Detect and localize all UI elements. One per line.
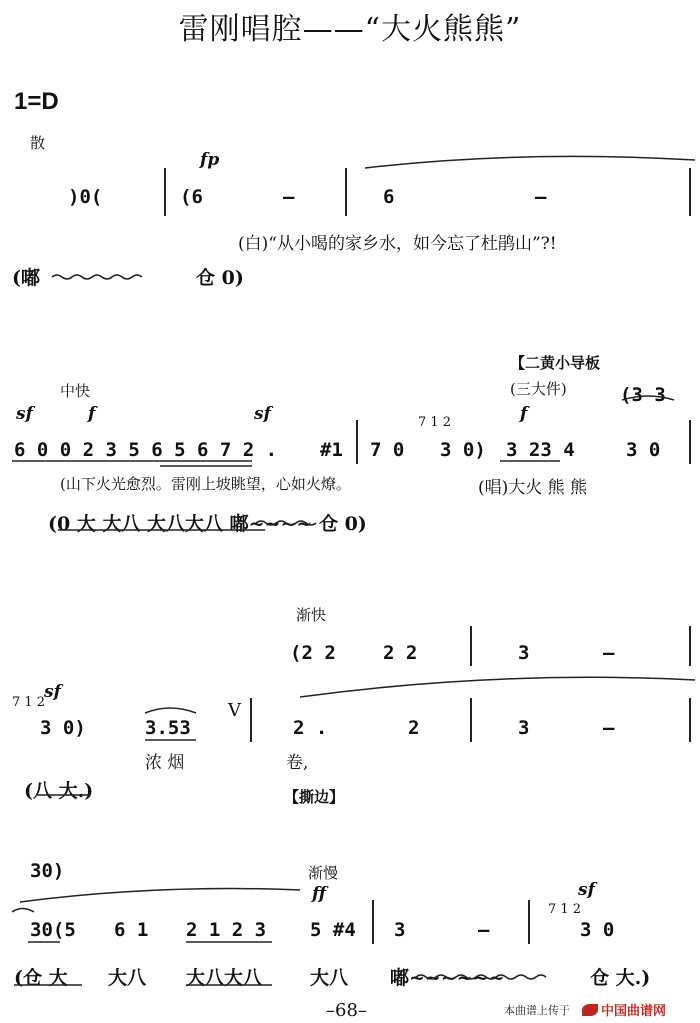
note-group: 6 0 0 2 3 5 6 5 6 7 2 .: [14, 439, 278, 461]
percussion-line: 仓 0): [196, 267, 244, 289]
roll-wave: [416, 975, 546, 979]
key-signature: 1=D: [14, 88, 59, 115]
percussion-line: (仓 大: [14, 967, 68, 989]
note-group: 3 0): [440, 439, 486, 461]
lyric-line: 浓 烟: [145, 753, 185, 773]
upper-line-notes: 2 2: [383, 642, 418, 664]
section-banner: 【撕边】: [284, 788, 345, 806]
page-title: 雷刚唱腔——“大火熊熊”: [178, 12, 522, 47]
slur-line: [20, 889, 300, 903]
note-group: 30(5: [30, 919, 76, 941]
note-group: –: [478, 919, 490, 941]
note-group: 6 1: [114, 919, 149, 941]
roll-wave: [256, 521, 316, 525]
breath-mark: V: [228, 700, 241, 721]
percussion-line: (八 大.): [24, 780, 94, 802]
lyric-line: 卷,: [286, 753, 309, 773]
page-number: –68–: [326, 1000, 367, 1021]
percussion-line: 仓 大.): [590, 967, 651, 989]
grace-notes: 7 1 2: [418, 415, 452, 430]
note-group: –: [603, 717, 615, 739]
percussion-line: 大八大八: [186, 967, 263, 989]
note-group: –: [535, 186, 547, 208]
dynamic-marking: f: [520, 404, 528, 424]
note-group: 2 1 2 3: [186, 919, 267, 941]
tempo-marking: 渐快: [296, 606, 327, 624]
upper-line-notes: 30): [30, 860, 65, 882]
note-group: 3: [518, 717, 530, 739]
note-group: 5 #4: [310, 919, 356, 941]
dynamic-marking: sf: [578, 880, 595, 900]
upper-line-notes: (3 3: [620, 384, 666, 406]
dynamic-marking: fp: [200, 150, 220, 170]
section-banner: 【二黄小导板: [510, 354, 601, 372]
tempo-marking: 散: [30, 134, 46, 152]
slur-line: [12, 909, 34, 913]
note-group: )0(: [68, 186, 103, 208]
dynamic-marking: sf: [16, 404, 33, 424]
percussion-line: (0 大 大八 大八大八 嘟~~~~ 仓 0): [48, 513, 367, 535]
site-logo-text: 中国曲谱网: [601, 1003, 667, 1018]
note-group: 2 .: [293, 717, 328, 739]
grace-notes: 7 1 2: [12, 695, 46, 710]
note-group: 3 23 4: [506, 439, 575, 461]
percussion-line: 大八: [310, 967, 349, 989]
instrument-label: (三大件): [510, 380, 567, 398]
dynamic-marking: sf: [254, 404, 271, 424]
upper-line-notes: –: [603, 642, 615, 664]
dynamic-marking: f: [88, 404, 96, 424]
grace-notes: 7 1 2: [548, 902, 582, 917]
roll-wave: [52, 275, 142, 279]
note-group: (6: [180, 186, 203, 208]
upload-note: 本曲谱上传于: [504, 1005, 570, 1017]
note-group: 3: [394, 919, 406, 941]
note-group: 6: [383, 186, 395, 208]
slur-line: [365, 156, 695, 168]
note-group: 3 0): [40, 717, 86, 739]
slur-line: [622, 396, 674, 400]
note-group: 3 0: [626, 439, 661, 461]
note-group: 3.53: [145, 717, 191, 739]
slur-line: [145, 708, 196, 713]
lyric-line: (唱)大火 熊 熊: [478, 478, 588, 498]
percussion-line: (嘟: [12, 267, 40, 289]
note-group: 3 0: [580, 919, 615, 941]
stage-direction: (山下火光愈烈。雷刚上坡眺望，心如火燎。: [60, 475, 351, 493]
tempo-marking: 渐慢: [308, 864, 339, 882]
upper-line-notes: 3: [518, 642, 530, 664]
note-group: 7 0: [370, 439, 405, 461]
upper-line-notes: (2 2: [290, 642, 336, 664]
note-group: 2: [408, 717, 420, 739]
tempo-marking: 中快: [60, 382, 91, 400]
spoken-line: (白)“从小喝的家乡水，如今忘了杜鹃山”?!: [238, 234, 557, 254]
note-group: –: [283, 186, 295, 208]
dynamic-marking: sf: [44, 682, 61, 702]
percussion-line: 大八: [108, 967, 147, 989]
percussion-line: 嘟~~~~~~: [390, 967, 505, 989]
note-group: #1: [320, 439, 343, 461]
dynamic-marking: ff: [312, 884, 327, 904]
slur-line: [300, 677, 695, 697]
